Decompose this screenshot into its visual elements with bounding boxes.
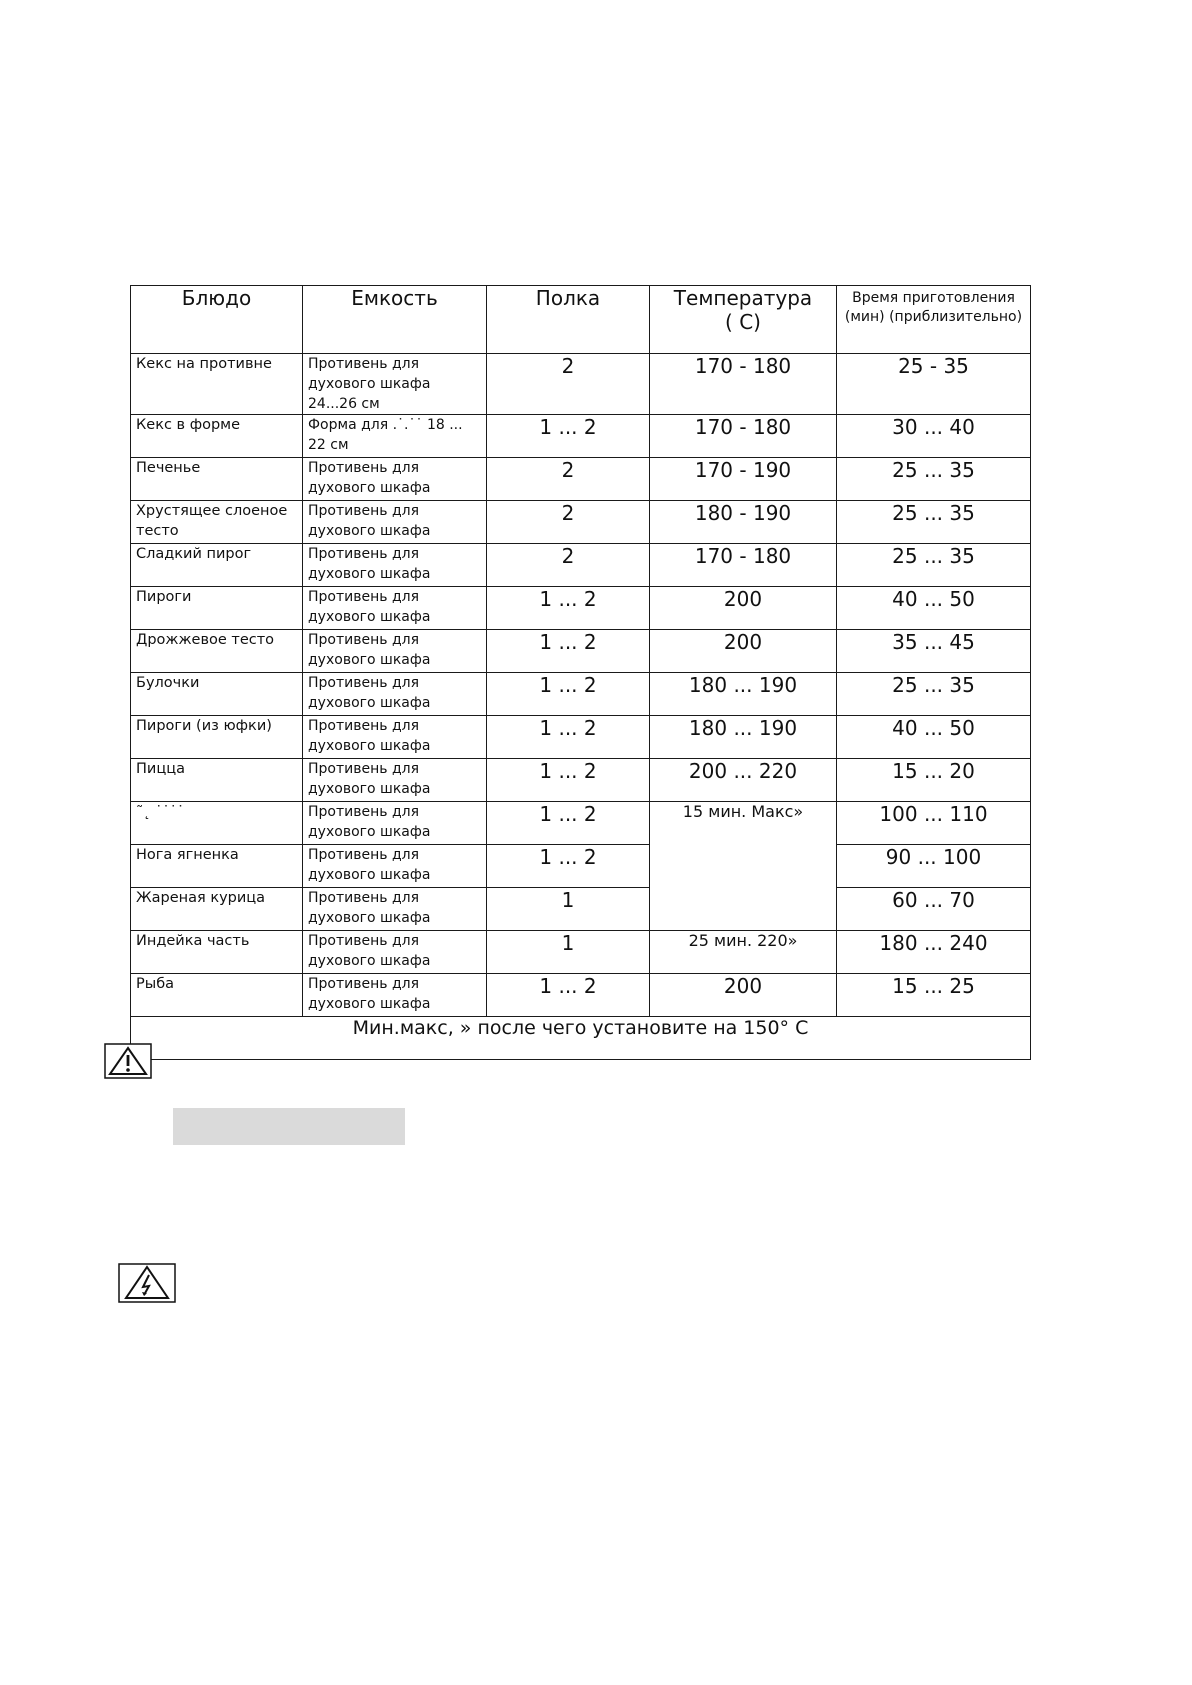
table-row	[131, 458, 1031, 501]
dish-cell: Кекс на противне	[131, 354, 303, 415]
shelf-cell: 1 ... 2	[487, 415, 650, 458]
shelf-cell: 1	[487, 931, 650, 974]
dish-cell: Хрустящее слоеное тесто	[131, 501, 303, 544]
vessel-cell: Противень для духового шкафа	[303, 587, 487, 630]
dish-cell: Пицца	[131, 759, 303, 802]
table-row	[131, 415, 1031, 458]
temperature-cell: 200	[650, 974, 837, 1017]
vessel-cell: Противень для духового шкафа	[303, 458, 487, 501]
high-voltage-icon	[118, 1263, 176, 1303]
header-dish: Блюдо	[131, 286, 303, 354]
temperature-cell: 170 - 180	[650, 544, 837, 587]
vessel-cell: Противень для духового шкафа	[303, 673, 487, 716]
table-footer-row	[131, 1017, 1031, 1060]
highlight-bar	[173, 1108, 405, 1145]
dish-cell: ˜˛ ˙˙˙˙	[131, 802, 303, 845]
warning-triangle-icon	[104, 1043, 152, 1079]
table-row	[131, 802, 1031, 845]
table-row	[131, 544, 1031, 587]
temperature-cell: 200 ... 220	[650, 759, 837, 802]
temperature-cell: 170 - 180	[650, 354, 837, 415]
temperature-cell: 180 ... 190	[650, 673, 837, 716]
vessel-cell: Противень для духового шкафа	[303, 845, 487, 888]
table-row	[131, 716, 1031, 759]
header-temperature-label: Температура	[673, 286, 813, 310]
header-temperature	[650, 286, 837, 354]
table-row	[131, 759, 1031, 802]
time-cell: 25 ... 35	[837, 544, 1031, 587]
time-cell: 25 ... 35	[837, 673, 1031, 716]
time-cell: 40 ... 50	[837, 587, 1031, 630]
table-row	[131, 501, 1031, 544]
time-cell: 25 ... 35	[837, 458, 1031, 501]
table-row	[131, 931, 1031, 974]
dish-cell: Пироги (из юфки)	[131, 716, 303, 759]
temperature-cell: 200	[650, 587, 837, 630]
dish-cell: Жареная курица	[131, 888, 303, 931]
dish-cell: Рыба	[131, 974, 303, 1017]
header-vessel: Емкость	[303, 286, 487, 354]
time-cell: 40 ... 50	[837, 716, 1031, 759]
merged-temperature-cell: 15 мин. Макс»	[650, 802, 837, 931]
table-row	[131, 888, 1031, 931]
header-shelf: Полка	[487, 286, 650, 354]
shelf-cell: 2	[487, 458, 650, 501]
vessel-cell: Противень для духового шкафа	[303, 544, 487, 587]
table-row	[131, 845, 1031, 888]
vessel-cell: Противень для духового шкафа	[303, 501, 487, 544]
table-footer-note: Мин.макс, » после чего установите на 150° С	[131, 1017, 1031, 1060]
shelf-cell: 1 ... 2	[487, 630, 650, 673]
shelf-cell: 1 ... 2	[487, 587, 650, 630]
table-row	[131, 673, 1031, 716]
time-cell: 25 ... 35	[837, 501, 1031, 544]
vessel-cell: Противень для духового шкафа	[303, 630, 487, 673]
shelf-cell: 1 ... 2	[487, 845, 650, 888]
header-time: Время приготовления (мин) (приблизительно)	[837, 286, 1031, 354]
time-cell: 180 ... 240	[837, 931, 1031, 974]
dish-cell: Дрожжевое тесто	[131, 630, 303, 673]
dish-cell: Нога ягненка	[131, 845, 303, 888]
dish-cell: Печенье	[131, 458, 303, 501]
shelf-cell: 1 ... 2	[487, 673, 650, 716]
dish-cell: Сладкий пирог	[131, 544, 303, 587]
dish-cell: Кекс в форме	[131, 415, 303, 458]
dish-cell: Булочки	[131, 673, 303, 716]
shelf-cell: 1	[487, 888, 650, 931]
temperature-cell: 180 - 190	[650, 501, 837, 544]
shelf-cell: 1 ... 2	[487, 716, 650, 759]
table-row	[131, 354, 1031, 415]
vessel-cell: Форма для .˙.˙˙ 18 ... 22 см	[303, 415, 487, 458]
temperature-cell: 200	[650, 630, 837, 673]
dish-cell: Индейка часть	[131, 931, 303, 974]
vessel-cell: Противень для духового шкафа 24...26 см	[303, 354, 487, 415]
table-row	[131, 974, 1031, 1017]
shelf-cell: 2	[487, 354, 650, 415]
time-cell: 15 ... 20	[837, 759, 1031, 802]
temperature-cell: 25 мин. 220»	[650, 931, 837, 974]
header-temperature-unit: ( С)	[725, 310, 761, 334]
table-row	[131, 587, 1031, 630]
shelf-cell: 1 ... 2	[487, 759, 650, 802]
shelf-cell: 1 ... 2	[487, 802, 650, 845]
time-cell: 25 - 35	[837, 354, 1031, 415]
temperature-cell: 170 - 190	[650, 458, 837, 501]
vessel-cell: Противень для духового шкафа	[303, 888, 487, 931]
time-cell: 35 ... 45	[837, 630, 1031, 673]
time-cell: 15 ... 25	[837, 974, 1031, 1017]
time-cell: 90 ... 100	[837, 845, 1031, 888]
table-header-row	[131, 286, 1031, 354]
vessel-cell: Противень для духового шкафа	[303, 802, 487, 845]
temperature-cell: 170 - 180	[650, 415, 837, 458]
temperature-cell: 180 ... 190	[650, 716, 837, 759]
dish-cell: Пироги	[131, 587, 303, 630]
vessel-cell: Противень для духового шкафа	[303, 716, 487, 759]
time-cell: 100 ... 110	[837, 802, 1031, 845]
time-cell: 30 ... 40	[837, 415, 1031, 458]
baking-table	[130, 285, 1031, 1060]
table-row	[131, 630, 1031, 673]
vessel-cell: Противень для духового шкафа	[303, 974, 487, 1017]
vessel-cell: Противень для духового шкафа	[303, 759, 487, 802]
shelf-cell: 2	[487, 544, 650, 587]
shelf-cell: 1 ... 2	[487, 974, 650, 1017]
shelf-cell: 2	[487, 501, 650, 544]
time-cell: 60 ... 70	[837, 888, 1031, 931]
vessel-cell: Противень для духового шкафа	[303, 931, 487, 974]
